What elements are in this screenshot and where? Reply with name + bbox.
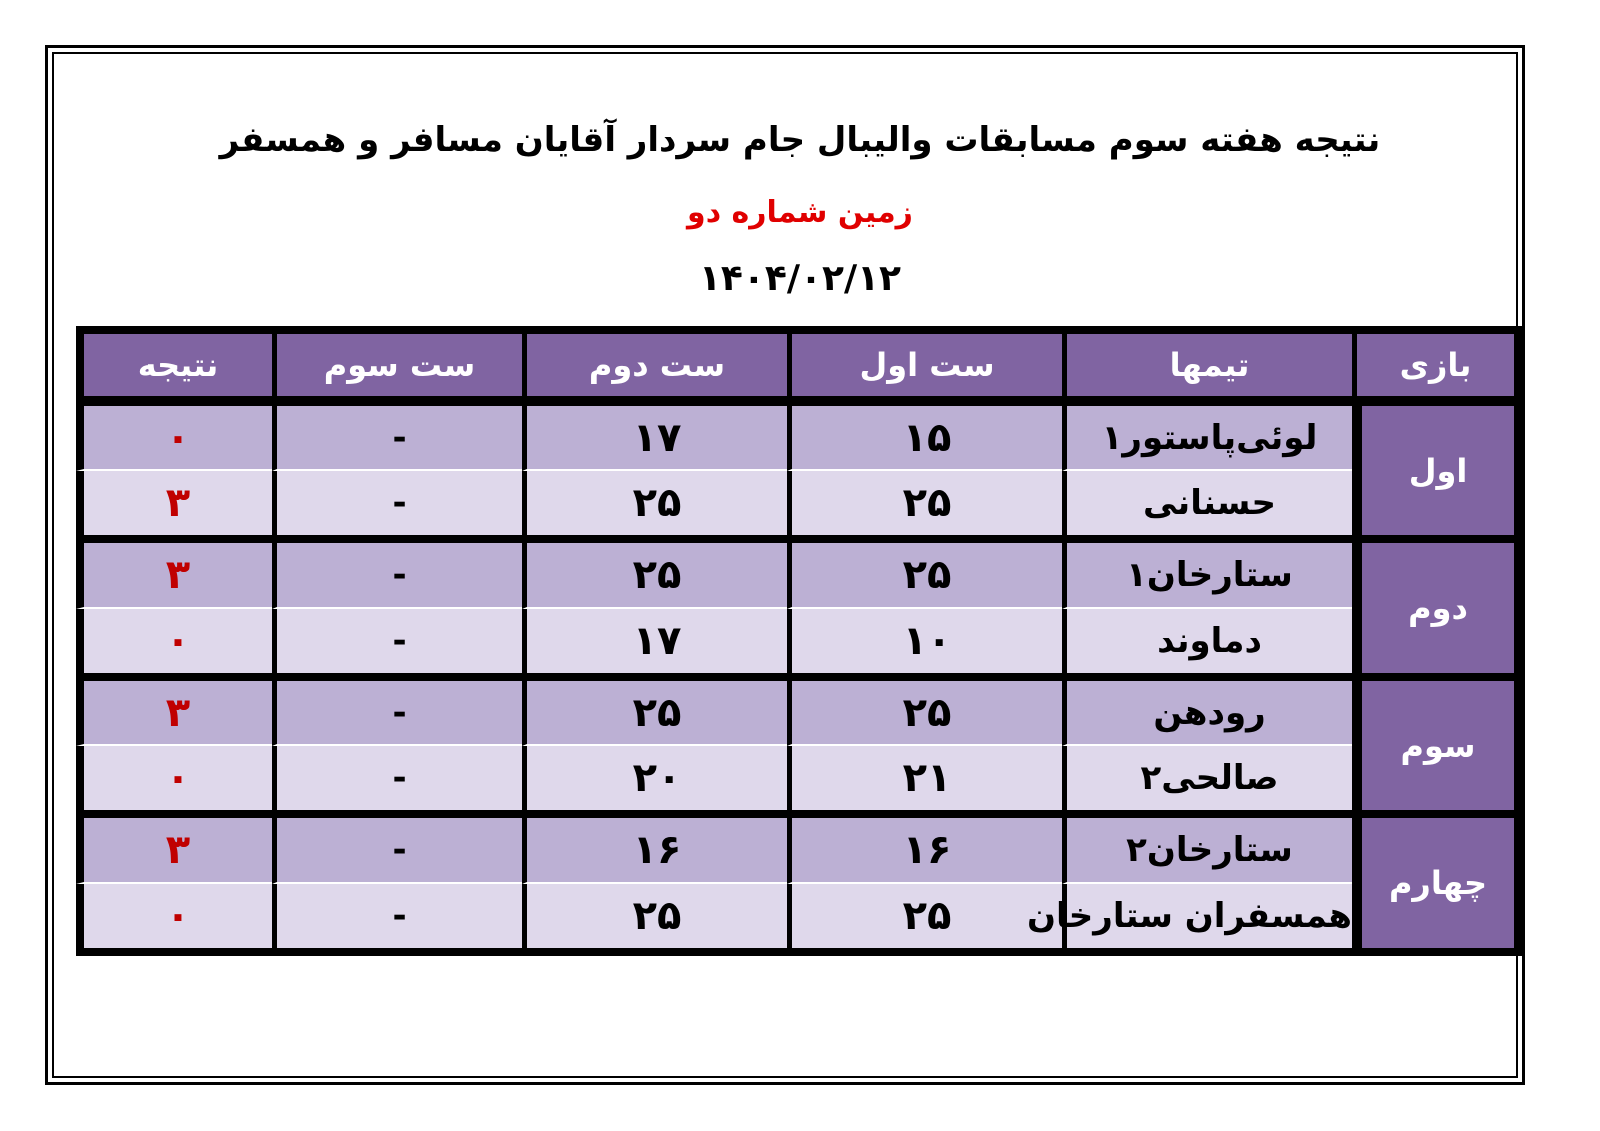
set2-score: ۲۵ xyxy=(522,543,787,608)
match-result: ۳ xyxy=(76,681,272,746)
set3-score: - xyxy=(272,681,522,746)
match-result: ۰ xyxy=(76,884,272,956)
column-header-set2: ست دوم xyxy=(522,326,787,406)
results-table-container xyxy=(76,326,1522,956)
set1-score: ۲۵ xyxy=(787,681,1062,746)
set1-score: ۲۱ xyxy=(787,746,1062,818)
match-result: ۰ xyxy=(76,609,272,681)
set1-score: ۲۵ xyxy=(787,543,1062,608)
table-row xyxy=(76,471,1522,543)
match-result: ۳ xyxy=(76,543,272,608)
match-result: ۳ xyxy=(76,471,272,543)
set3-score: - xyxy=(272,609,522,681)
set1-score: ۲۵ xyxy=(787,884,1062,956)
set1-score: ۱۶ xyxy=(787,818,1062,883)
page-date: ۱۴۰۴/۰۲/۱۲ xyxy=(698,258,902,299)
set2-score: ۱۶ xyxy=(522,818,787,883)
set1-score: ۱۵ xyxy=(787,406,1062,471)
team-name: حسنانی xyxy=(1062,471,1352,543)
page-subtitle: زمین شماره دو xyxy=(687,195,913,230)
set3-score: - xyxy=(272,884,522,956)
set2-score: ۲۵ xyxy=(522,884,787,956)
table-row xyxy=(76,818,1522,883)
game-label: دوم xyxy=(1352,543,1522,680)
set2-score: ۲۰ xyxy=(522,746,787,818)
table-header-row xyxy=(76,326,1522,406)
match-result: ۰ xyxy=(76,746,272,818)
table-row xyxy=(76,406,1522,471)
set3-score: - xyxy=(272,746,522,818)
set2-score: ۱۷ xyxy=(522,406,787,471)
table-row xyxy=(76,884,1522,956)
set3-score: - xyxy=(272,818,522,883)
table-row xyxy=(76,681,1522,746)
set2-score: ۱۷ xyxy=(522,609,787,681)
set1-score: ۱۰ xyxy=(787,609,1062,681)
page-title: نتیجه هفته سوم مسابقات والیبال جام سردار آقایان مسافر و همسفر xyxy=(219,120,1381,160)
table-row xyxy=(76,746,1522,818)
set3-score: - xyxy=(272,543,522,608)
team-name: ستارخان۲ xyxy=(1062,818,1352,883)
set3-score: - xyxy=(272,406,522,471)
game-label: سوم xyxy=(1352,681,1522,818)
results-table xyxy=(76,326,1522,956)
match-result: ۳ xyxy=(76,818,272,883)
set2-score: ۲۵ xyxy=(522,681,787,746)
team-name: رودهن xyxy=(1062,681,1352,746)
team-name: دماوند xyxy=(1062,609,1352,681)
column-header-result: نتیجه xyxy=(76,326,272,406)
team-name: صالحی۲ xyxy=(1062,746,1352,818)
team-name: همسفران ستارخان xyxy=(1062,884,1352,956)
game-label: اول xyxy=(1352,406,1522,543)
team-name: ستارخان۱ xyxy=(1062,543,1352,608)
match-result: ۰ xyxy=(76,406,272,471)
game-label: چهارم xyxy=(1352,818,1522,956)
column-header-set1: ست اول xyxy=(787,326,1062,406)
column-header-set3: ست سوم xyxy=(272,326,522,406)
team-name: لوئی‌پاستور۱ xyxy=(1062,406,1352,471)
column-header-teams: تیمها xyxy=(1062,326,1352,406)
table-row xyxy=(76,609,1522,681)
set1-score: ۲۵ xyxy=(787,471,1062,543)
column-header-game: بازی xyxy=(1352,326,1522,406)
set3-score: - xyxy=(272,471,522,543)
set2-score: ۲۵ xyxy=(522,471,787,543)
table-row xyxy=(76,543,1522,608)
